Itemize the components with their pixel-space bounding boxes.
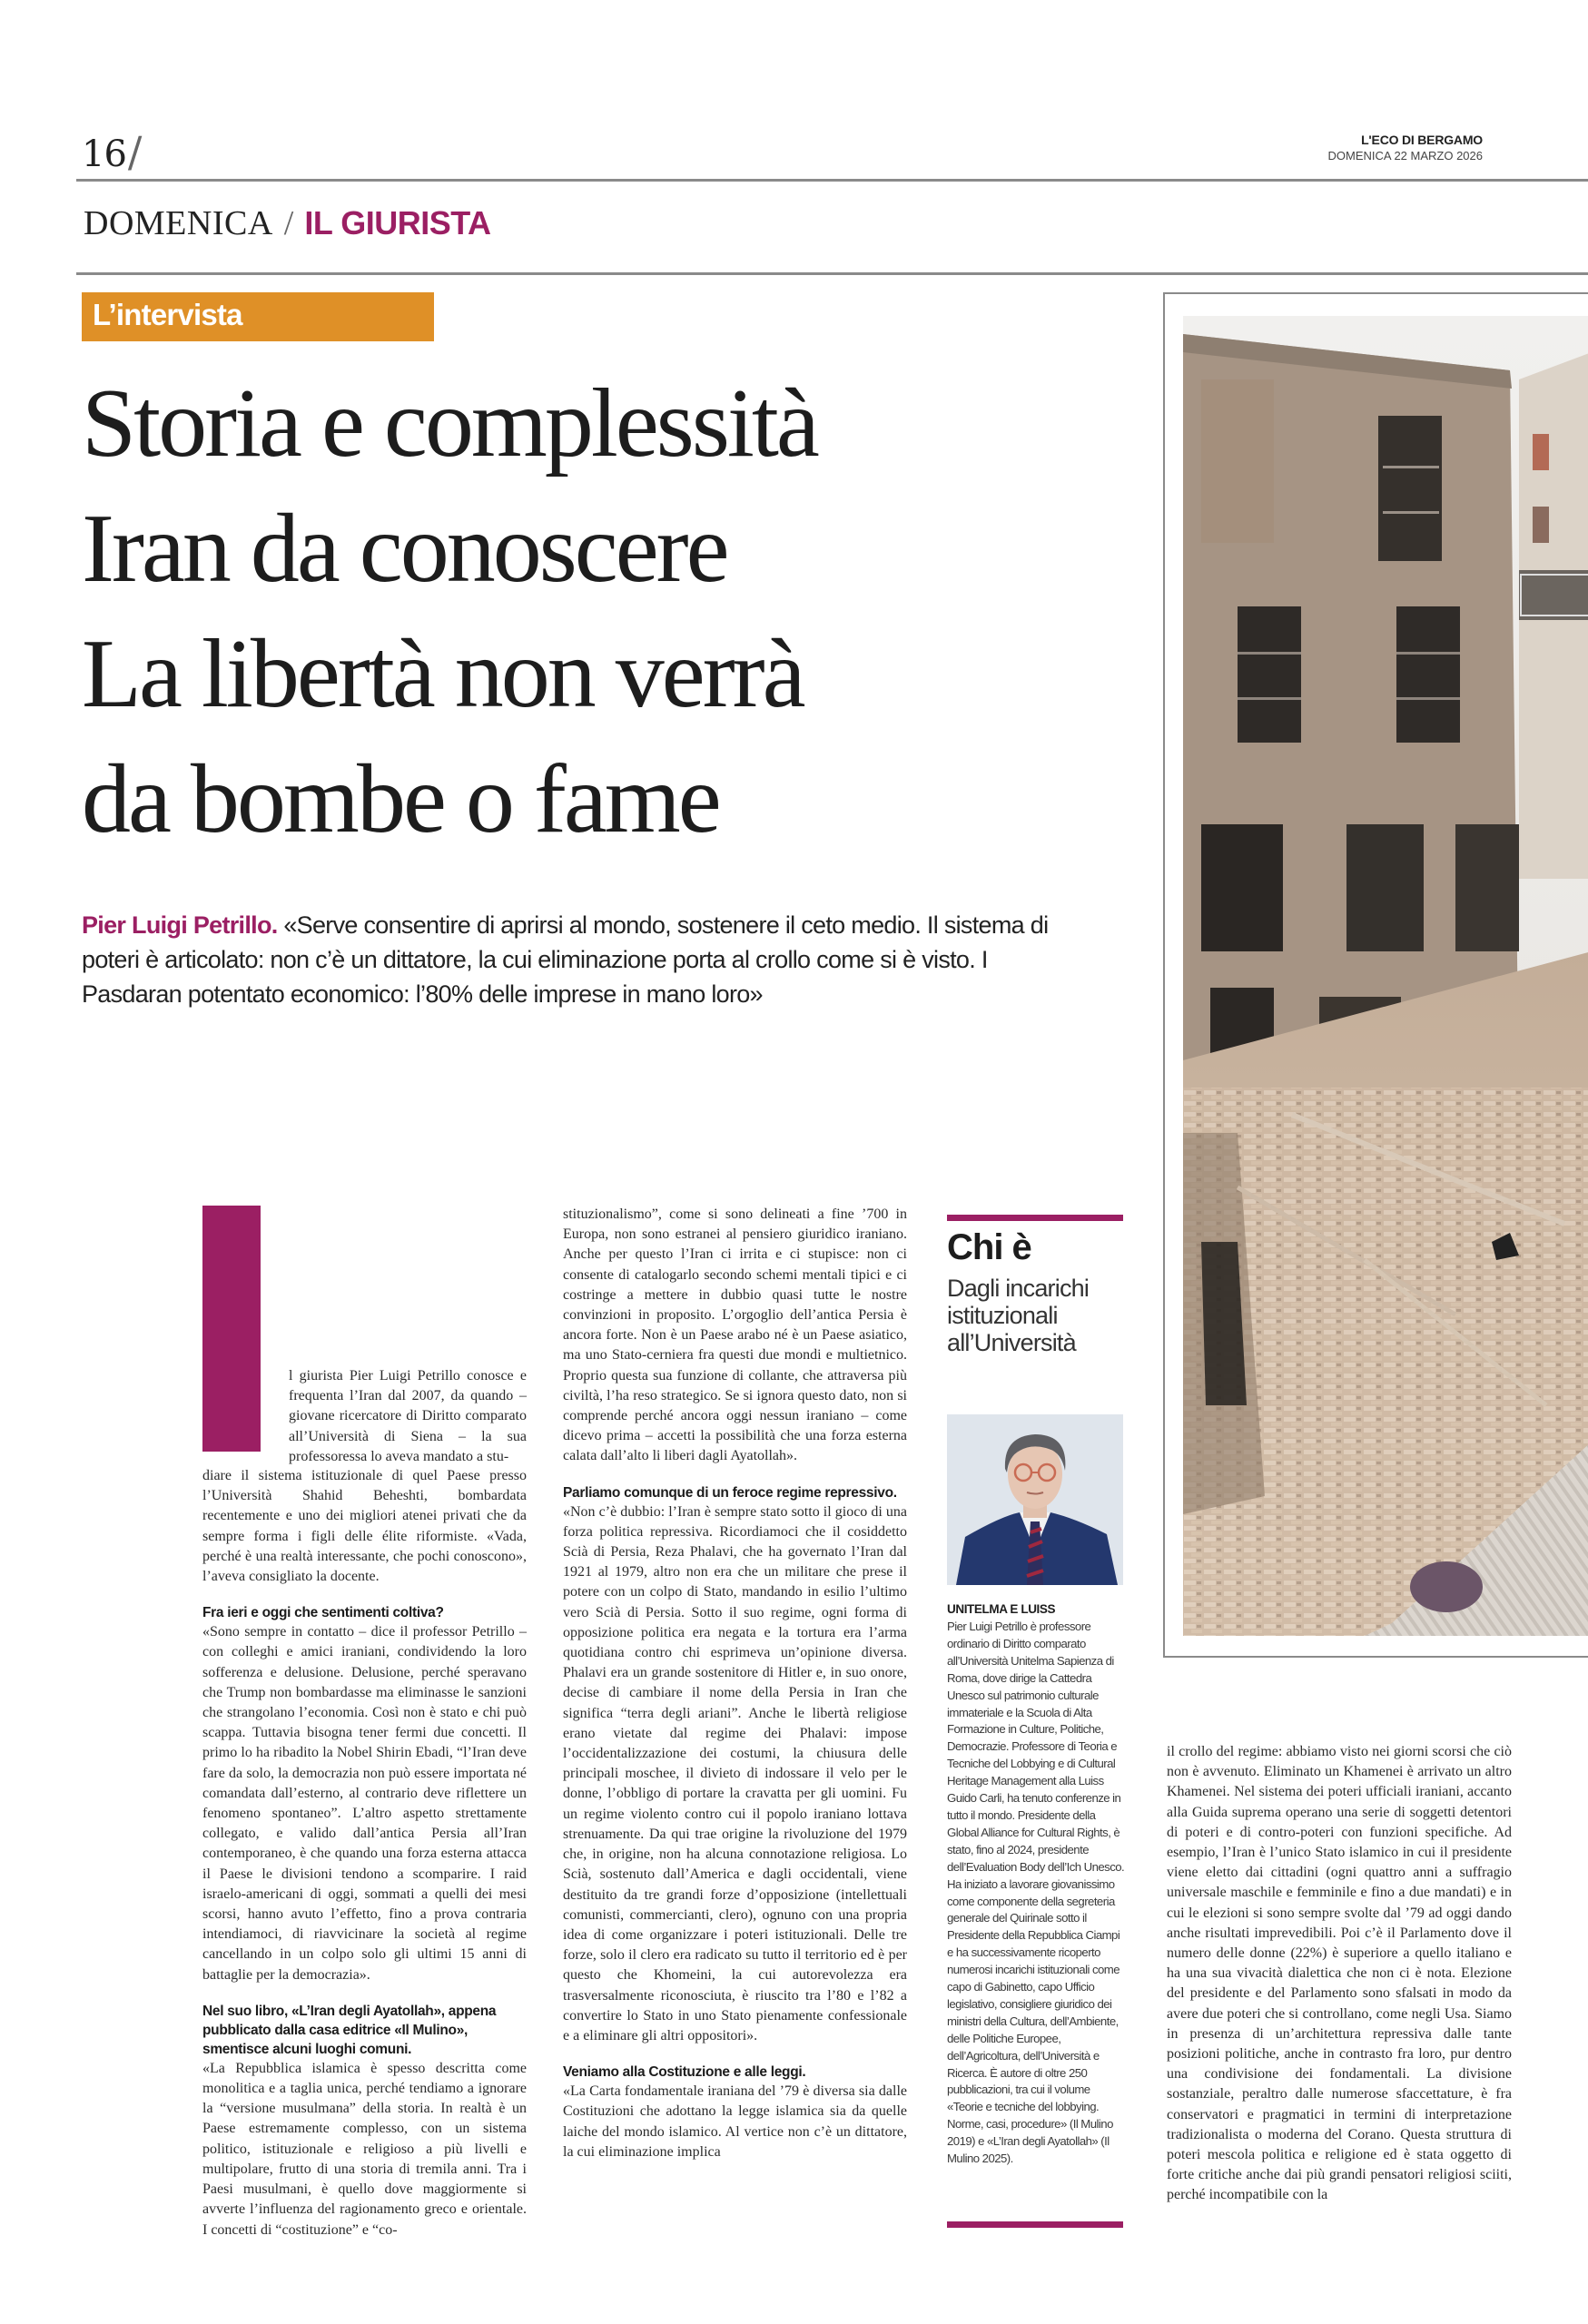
page-number-value: 16 [82, 133, 126, 175]
deck-quote: «Serve consentire di aprirsi al mondo, sostenere il ceto medio. Il sistema di poteri è articolato: non c’è un dittatore, la cui eliminazione porta al crollo come si è visto. I Pasdaran potentato economico: l’80% delle imprese in mano loro» [82, 911, 1049, 1008]
section-name: DOMENICA [84, 204, 273, 242]
issue-date: DOMENICA 22 MARZO 2026 [1327, 149, 1483, 162]
photo-frame [1163, 292, 1588, 1658]
section-separator: / [283, 204, 294, 242]
body-column-1 [202, 1466, 527, 2240]
page-number [82, 127, 141, 176]
author-portrait [947, 1414, 1123, 1585]
portrait-image [947, 1414, 1123, 1585]
lead-text-indented: l giurista Pier Luigi Petrillo conosce e frequenta l’Iran dal 2007, da quando – giovane ricercatore di Diritto comparato all’Università di Siena – la sua professoressa lo aveva mandato a stu- [289, 1368, 527, 1464]
newspaper-name: L'ECO DI BERGAMO [1361, 133, 1483, 147]
sidebar-top-rule [947, 1215, 1123, 1221]
interview-question: Veniamo alla Costituzione e alle leggi. [563, 2064, 806, 2081]
section-rule [76, 272, 1588, 275]
interview-answer: «Sono sempre in contatto – dice il professor Petrillo – con colleghi e amici iraniani, condividendo la loro sofferenza e delusione. Delusione, perché speravano che Trump non bombardasse ma eliminasse le sanzioni che strangolano l’economia. Così non è stato e chi può scappa. Tuttavia bisogna tener fermi due concetti. Il primo lo ha ribadito la Nobel Shirin Ebadi, “l’Iran deve fare da solo, la democrazia non può essere importata né comandata dall’esterno, al contrario deve riflettere un fenomeno spontaneo”. L’altro aspetto strettamente collegato, e valido dall’antica Persia all’Iran contemporaneo, è che quando una forza esterna attacca il Paese le divisioni tendono a scomparire. I raid israelo-americani di oggi, sommati a quelli dei mesi scorsi, hanno avuto l’effetto, fino a prova contraria intendiamoci, di riavvicinare la società al regime cancellando in un colpo solo gli ultimi 15 anni di battaglie per la democrazia». [202, 1624, 527, 1983]
interview-answer: «La Repubblica islamica è spesso descritta come monolitica e a taglia unica, perché tendiamo a ignorare la “versione musulmana” della storia. In realtà è un Paese estremamente complesso, con un sistema politico, istituzionale e religioso a più livelli e multipolare, frutto di una storia di tremila anni. Tra i Paesi musulmani, è quello dove maggiormente si avverte l’influenza del ragionamento greco e orientale. I concetti di “costituzione” e “co- [202, 2060, 527, 2238]
section-topic: IL GIURISTA [304, 204, 491, 241]
sidebar-title: Chi è [947, 1227, 1031, 1267]
headline-line: La libertà non verrà [82, 620, 804, 728]
interview-answer-continued: stituzionalismo”, come si sono delineati a fine ’700 in Europa, non sono estranei al pensiero giuridico iraniano. Anche per questo l’Iran ci irrita e ci stupisce: non ci consente di catalogarlo secondo schemi mentali tipici e ci costringe a mettere in dubbio quasi tutte le nostre convinzioni in proposito. L’orgoglio dell’antica Persia è ancora forte. Non è un Paese arabo né è un Paese asiatico, ma uno Stato-cerniera fra questi due mondi e multietnico. Proprio questa sua funzione di collante, che attraversa più civiltà, l’ha reso strategico. Se si ignora questo dato, non si comprende perché ancora oggi nessun iraniano – come dicevo prima – accetti la possibilità che una forza esterna calata dall’alto li liberi dagli Ayatollah». [563, 1206, 907, 1464]
lead-text-rest: diare il sistema istituzionale di quel Paese presso l’Università Shahid Beheshti, bombardata recentemente e uno dei migliori atenei privati che da sempre forma i figli delle élite riformiste. «Vada, perché è una realtà interessante, che pochi conoscono», l’aveva consigliato la docente. [202, 1468, 527, 1585]
interview-question: Nel suo libro, «L’Iran degli Ayatollah», appena pubblicato dalla casa editrice «Il Mulino», smentisce alcuni luoghi comuni. [202, 2003, 497, 2057]
collapsed-building-image [1183, 316, 1588, 1636]
interview-answer-continued: il crollo del regime: abbiamo visto nei giorni scorsi che ciò non è avvenuto. Eliminato un Khamenei è arrivato un altro Khamenei. Nel sistema dei poteri ufficiali iraniani, accanto alla Guida suprema operano una serie di soggetti detentori di poteri e di contro-poteri con funzioni specifiche. Ad esempio, l’Iran è l’unico Stato islamico in cui il presidente viene eletto dai cittadini (ogni quattro anni a suffragio universale maschile e femminile e fino a due mandati) e in cui le elezioni si sono sempre svolte dal ’79 ad oggi dando anche risultati imprevedibili. Poi c’è il Parlamento dove il numero delle donne (22%) è superiore a quello italiano e ha una sua vivacità dialettica che non ci è nota. Elezione del presidente e del Parlamento sono sfalsati in modo da avere due poteri che si controllano, come negli Usa. Siamo in presenza di un’architettura repressiva dalle tante posizioni politiche, anche in contrasto fra loro, pur dentro una condivisione dei fondamentali. La divisione sostanziale, peraltro dalle numerose sfaccettature, è fra conservatori e pragmatici in termini di interpretazione tradizionalista o moderna del Corano. Questa struttura di poteri mescola politica e religione ed è stata oggetto di forte critiche anche dai più grandi pensatori religiosi sciiti, perché incompatibile con la [1167, 1744, 1512, 2203]
deck-speaker: Pier Luigi Petrillo. [82, 911, 278, 939]
headline-line: Iran da conoscere [82, 495, 727, 603]
bio-text: Pier Luigi Petrillo è professore ordinario di Diritto comparato all’Università Unitelma Sapienza di Roma, dove dirige la Cattedra Unesco sul patrimonio culturale immateriale e la Scuola di Alta Formazione in Culture, Politiche, Democrazie. Professore di Teoria e Tecniche del Lobbying e di Cultural Heritage Management alla Luiss Guido Carli, ha tenuto conferenze in tutto il mondo. Presidente della Global Alliance for Cultural Rights, è stato, fino al 2024, presidente dell’Evaluation Body dell’Ich Unesco. Ha iniziato a lavorare giovanissimo come componente della segreteria generale del Quirinale sotto il Presidente della Repubblica Ciampi e ha successivamente ricoperto numerosi incarichi istituzionali come capo di Gabinetto, capo Ufficio legislativo, consigliere giuridico dei ministri della Cultura, dell’Ambiente, delle Politiche Europee, dell’Agricoltura, dell’Università e Ricerca. È autore di oltre 250 pubblicazioni, tra cui il volume «Teorie e tecniche del lobbying. Norme, casi, procedure» (Il Mulino 2019) e «L’Iran degli Ayatollah» (Il Mulino 2025). [947, 1620, 1125, 2166]
kicker-text: L’intervista [93, 298, 242, 331]
interview-question: Fra ieri e oggi che sentimenti coltiva? [202, 1605, 444, 1621]
interview-answer: «Non c’è dubbio: l’Iran è sempre stato sotto il gioco di una forza politica repressiva. Ricordiamoci che il cosiddetto Scià di Persia, Reza Phalavi, che ha governato l’Iran dal 1921 al 1979, altro non era che un militare che prese il potere con un colpo di Stato, mandando in esilio l’ultimo vero Scià di Persia. Sotto il suo regime, ogni forma di opposizione politica era negata e la tortura era l’arma quotidiana contro chi esprimeva un’opinione diversa. Phalavi era un grande sostenitore di Hitler e, in suo onore, decise di cambiare il nome della Persia in Iran che significa “terra degli ariani”. Anche le libertà religiose erano vietate dal regime dei Phalavi: impose l’occidentalizzazione dei costumi, la chiusura delle principali moschee, il divieto di indossare il velo per le donne, l’obbligo di portare la cravatta per gli uomini. Fu un regime violento contro cui il popolo iraniano lottava strenuamente. Da qui trae origine la rivoluzione del 1979 che, in origine, non ha alcuna connotazione religiosa. Lo Scià, sostenuto dall’America e dagli occidentali, viene destituito da tre grandi forze d’opposizione (intellettuali comunisti, commercianti, clero), ognuno con una propria idea di come organizzare i poteri istituzionali. Delle tre forze, solo il clero era radicato su tutto il territorio ed è per questo che Khomeini, la cui autorevolezza era trasversalmente riconosciuta, è riuscito tra l’80 e l’82 a convertire lo Stato in uno Stato pienamente confessionale e a eliminare gli altri oppositori». [563, 1503, 907, 2043]
body-column-2 [563, 1205, 907, 2162]
sidebar-bottom-rule [947, 2221, 1123, 2228]
rubble-photo [1183, 316, 1588, 1636]
interview-answer: «La Carta fondamentale iraniana del ’79 è diversa sia dalle Costituzioni che adottano la legge islamica sia da quelle laiche del mondo islamico. Al vertice non c’è un dittatore, la cui eliminazione implica [563, 2083, 907, 2160]
interview-question: Parliamo comunque di un feroce regime repressivo. [563, 1484, 897, 1501]
page-number-slash: / [127, 127, 142, 176]
headline [82, 361, 1080, 862]
headline-line: Storia e complessità [82, 369, 817, 478]
header-rule [76, 179, 1588, 182]
deck [82, 908, 1071, 1011]
drop-cap-bar [202, 1206, 261, 1452]
sidebar-subtitle: Dagli incarichi istituzionali all’Università [947, 1275, 1090, 1356]
bio-heading: UNITELMA E LUISS [947, 1602, 1056, 1616]
section-header [84, 202, 491, 245]
headline-line: da bombe o fame [82, 745, 719, 853]
body-column-4 [1167, 1742, 1512, 2206]
kicker-label [82, 292, 434, 341]
lead-paragraph-indented [289, 1366, 527, 1467]
